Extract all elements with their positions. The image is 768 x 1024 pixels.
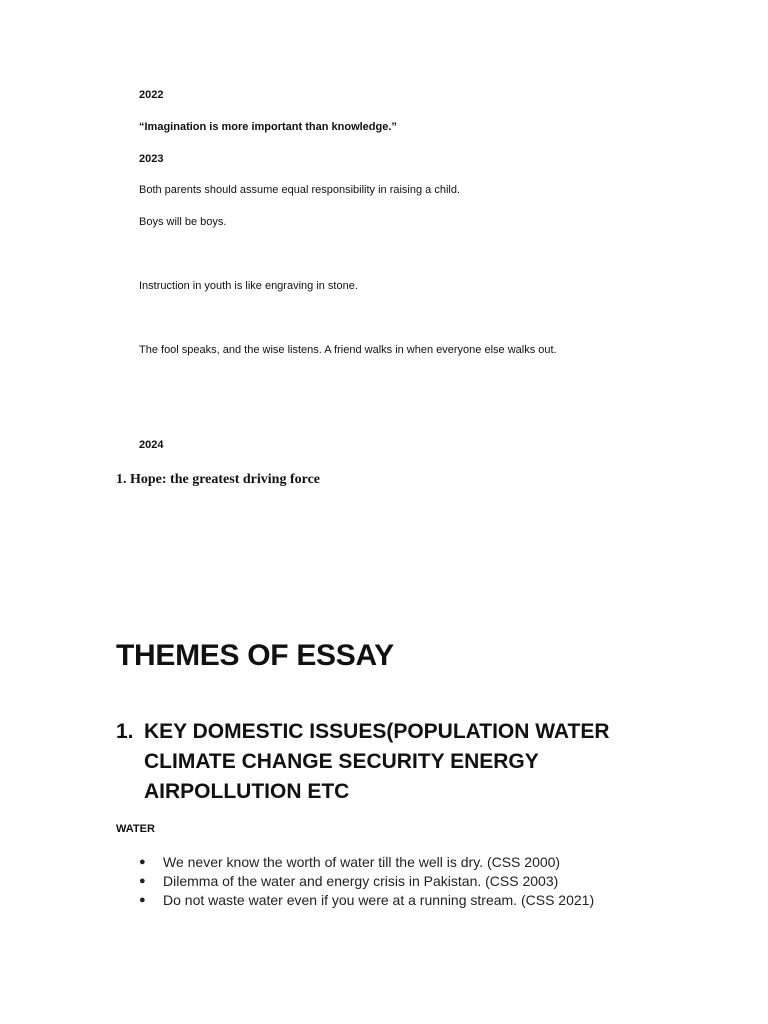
quote-imagination: “Imagination is more important than knowledge.” xyxy=(139,121,397,133)
section-heading-line: AIRPOLLUTION ETC xyxy=(144,780,350,803)
year-2022-label: 2022 xyxy=(139,89,164,101)
section-heading-line: KEY DOMESTIC ISSUES(POPULATION WATER xyxy=(144,720,610,743)
list-item xyxy=(139,872,594,891)
topic-instruction: Instruction in youth is like engraving in stone. xyxy=(139,280,358,292)
year-2024-label: 2024 xyxy=(139,439,164,451)
list-item-text: Dilemma of the water and energy crisis in Pakistan. (CSS 2003) xyxy=(163,873,559,889)
page-title: THEMES OF ESSAY xyxy=(116,639,394,672)
section-heading-1 xyxy=(116,717,610,807)
year-2023-label: 2023 xyxy=(139,153,164,165)
topic-parents: Both parents should assume equal responsibility in raising a child. xyxy=(139,184,461,196)
section-heading-line: CLIMATE CHANGE SECURITY ENERGY xyxy=(144,750,539,773)
section-number: 1. xyxy=(116,720,134,743)
topic-boys: Boys will be boys. xyxy=(139,216,227,228)
bullet-icon: ● xyxy=(139,875,146,887)
bullet-icon: ● xyxy=(139,894,146,906)
topic-fool: The fool speaks, and the wise listens. A friend walks in when everyone else walks out. xyxy=(139,344,557,356)
item-hope: 1. Hope: the greatest driving force xyxy=(116,472,320,487)
list-item-text: Do not waste water even if you were at a running stream. (CSS 2021) xyxy=(163,892,595,908)
water-topic-list xyxy=(139,853,594,910)
list-item-text: We never know the worth of water till the well is dry. (CSS 2000) xyxy=(163,854,561,870)
section-heading-text xyxy=(144,717,610,807)
list-item xyxy=(139,891,594,910)
list-item xyxy=(139,853,594,872)
bullet-icon: ● xyxy=(139,856,146,868)
water-label: WATER xyxy=(116,823,155,835)
